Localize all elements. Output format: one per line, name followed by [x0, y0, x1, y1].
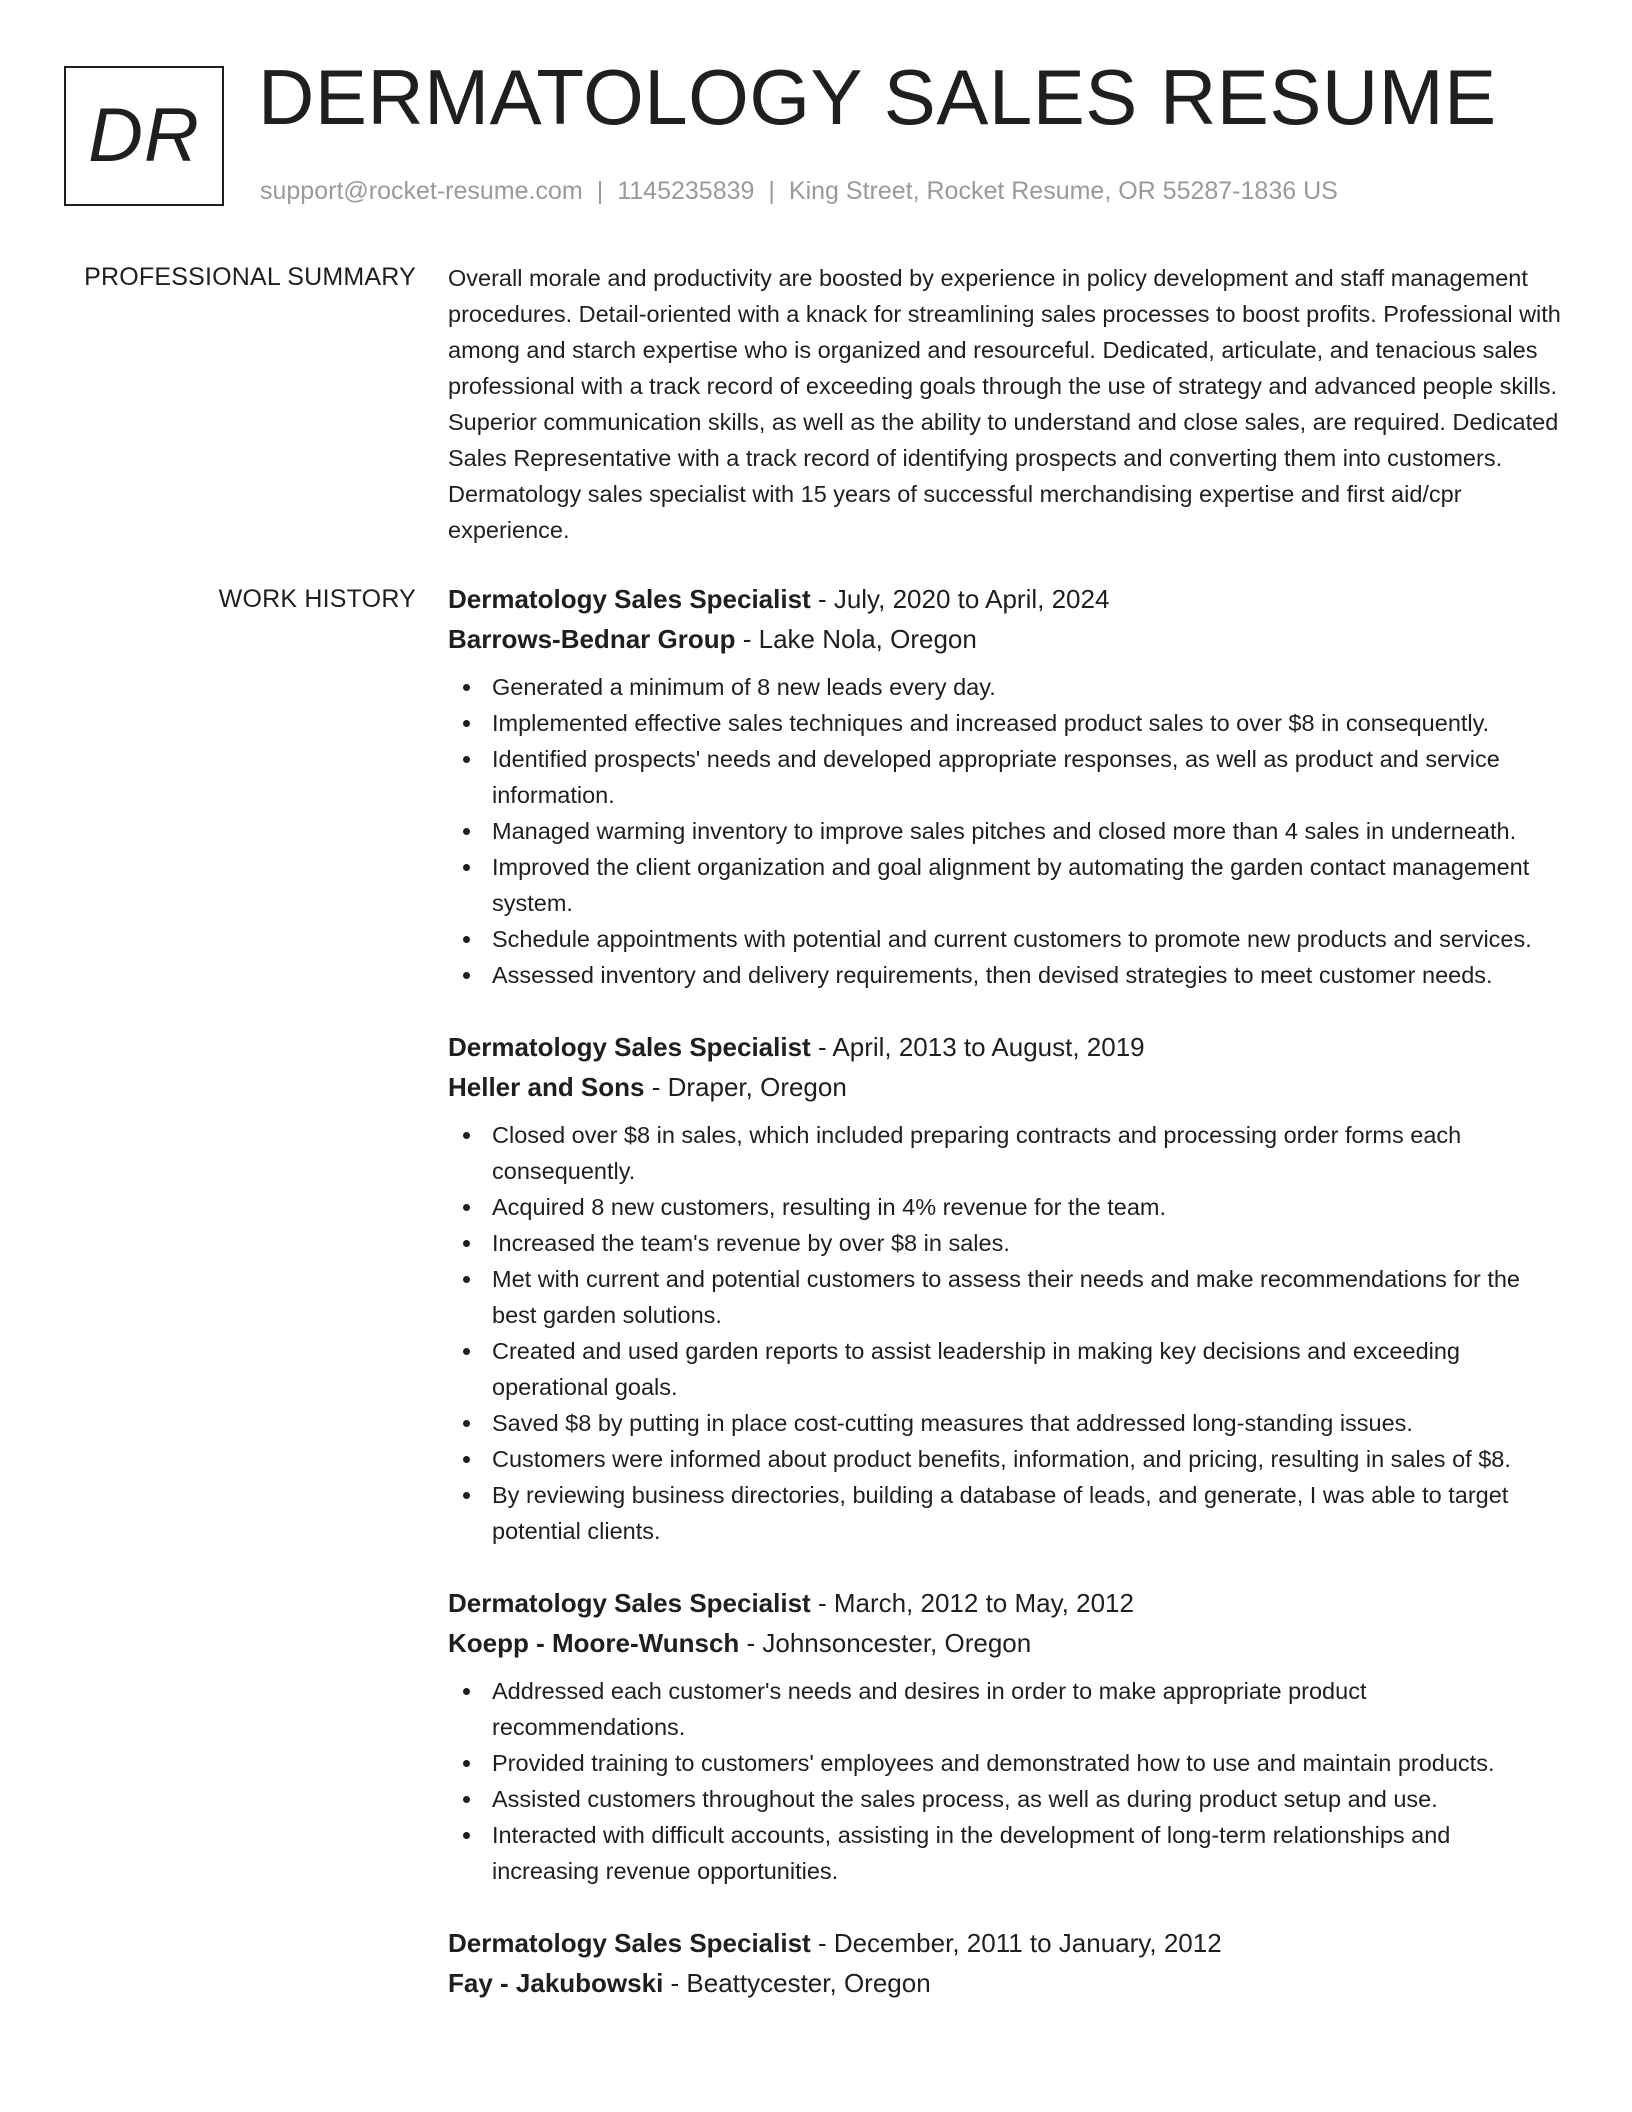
job-company-line	[448, 619, 1563, 659]
resume-title: DERMATOLOGY SALES RESUME	[258, 53, 1497, 141]
monogram-initials: DR	[88, 93, 200, 178]
summary-text: Overall morale and productivity are boosted by experience in policy development and staff management procedures. Detail-oriented with a knack for streamlining sales processes to boost profits. Professional with among and starch expertise who is organized and resourceful. Dedicated, articulate, and tenacious sales professional with a track record of exceeding goals through the use of strategy and advanced people skills. Superior communication skills, as well as the ability to understand and close sales, are required. Dedicated Sales Representative with a track record of identifying prospects and converting them into customers. Dermatology sales specialist with 15 years of successful merchandising expertise and first aid/cpr experience.	[448, 265, 1561, 543]
monogram-box	[64, 66, 224, 206]
job-location: - Draper, Oregon	[644, 1072, 847, 1102]
job-bullets	[448, 1673, 1563, 1889]
job-title-line	[448, 1583, 1563, 1623]
job-company: Fay - Jakubowski	[448, 1968, 664, 1998]
bullet-item: Assisted customers throughout the sales process, as well as during product setup and use.	[448, 1781, 1563, 1817]
job-bullets	[448, 669, 1563, 993]
job-location: - Beattycester, Oregon	[663, 1968, 931, 1998]
job-entry	[448, 1027, 1563, 1549]
job-title: Dermatology Sales Specialist	[448, 1928, 811, 1958]
bullet-item: Identified prospects' needs and developed appropriate responses, as well as product and service information.	[448, 741, 1563, 813]
job-location: - Lake Nola, Oregon	[735, 624, 977, 654]
contact-phone: 1145235839	[617, 177, 755, 205]
job-dates: - December, 2011 to January, 2012	[810, 1928, 1222, 1958]
work-history	[448, 579, 1563, 2003]
job-company-line	[448, 1623, 1563, 1663]
work-history-heading: WORK HISTORY	[218, 585, 416, 613]
job-entry	[448, 579, 1563, 993]
bullet-item: Met with current and potential customers to assess their needs and make recommendations for the best garden solutions.	[448, 1261, 1563, 1333]
bullet-item: Improved the client organization and goal alignment by automating the garden contact management system.	[448, 849, 1563, 921]
bullet-item: Provided training to customers' employees and demonstrated how to use and maintain products.	[448, 1745, 1563, 1781]
bullet-item: Created and used garden reports to assist leadership in making key decisions and exceeding operational goals.	[448, 1333, 1563, 1405]
job-title-line	[448, 1923, 1563, 1963]
summary-heading: PROFESSIONAL SUMMARY	[84, 263, 416, 291]
bullet-item: Saved $8 by putting in place cost-cutting measures that addressed long-standing issues.	[448, 1405, 1563, 1441]
bullet-item: Closed over $8 in sales, which included preparing contracts and processing order forms each consequently.	[448, 1117, 1563, 1189]
bullet-item: Customers were informed about product benefits, information, and pricing, resulting in sales of $8.	[448, 1441, 1563, 1477]
job-bullets	[448, 1117, 1563, 1549]
job-entry	[448, 1923, 1563, 2003]
job-dates: - March, 2012 to May, 2012	[810, 1588, 1134, 1618]
bullet-item: Acquired 8 new customers, resulting in 4% revenue for the team.	[448, 1189, 1563, 1225]
job-company: Koepp - Moore-Wunsch	[448, 1628, 740, 1658]
bullet-item: Implemented effective sales techniques and increased product sales to over $8 in consequently.	[448, 705, 1563, 741]
bullet-item: Schedule appointments with potential and current customers to promote new products and services.	[448, 921, 1563, 957]
bullet-item: Addressed each customer's needs and desires in order to make appropriate product recommendations.	[448, 1673, 1563, 1745]
bullet-item: Assessed inventory and delivery requirements, then devised strategies to meet customer needs.	[448, 957, 1563, 993]
job-company-line	[448, 1067, 1563, 1107]
job-dates: - April, 2013 to August, 2019	[810, 1032, 1145, 1062]
job-title-line	[448, 1027, 1563, 1067]
bullet-item: Generated a minimum of 8 new leads every day.	[448, 669, 1563, 705]
job-title-line	[448, 579, 1563, 619]
job-entry	[448, 1583, 1563, 1889]
job-dates: - July, 2020 to April, 2024	[810, 584, 1110, 614]
contact-separator: |	[768, 177, 775, 205]
job-title: Dermatology Sales Specialist	[448, 1588, 811, 1618]
bullet-item: Increased the team's revenue by over $8 in sales.	[448, 1225, 1563, 1261]
contact-address: King Street, Rocket Resume, OR 55287-1836 US	[788, 177, 1338, 205]
job-company: Barrows-Bednar Group	[448, 624, 736, 654]
job-location: - Johnsoncester, Oregon	[739, 1628, 1032, 1658]
contact-separator: |	[596, 177, 604, 205]
bullet-item: By reviewing business directories, building a database of leads, and generate, I was able to target potential clients.	[448, 1477, 1563, 1549]
job-title: Dermatology Sales Specialist	[448, 584, 811, 614]
contact-email: support@rocket-resume.com	[260, 177, 583, 205]
job-company-line	[448, 1963, 1563, 2003]
bullet-item: Managed warming inventory to improve sales pitches and closed more than 4 sales in underneath.	[448, 813, 1563, 849]
job-company: Heller and Sons	[448, 1072, 645, 1102]
bullet-item: Interacted with difficult accounts, assisting in the development of long-term relationships and increasing revenue opportunities.	[448, 1817, 1563, 1889]
job-title: Dermatology Sales Specialist	[448, 1032, 811, 1062]
contact-line	[260, 176, 1338, 206]
